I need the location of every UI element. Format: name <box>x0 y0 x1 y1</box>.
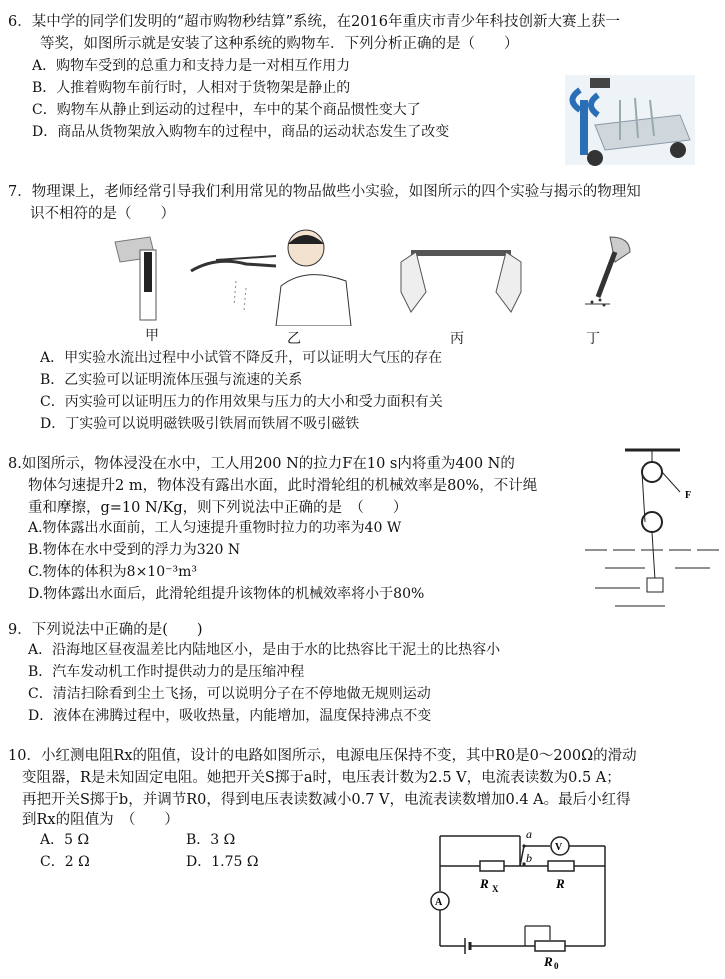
boy-blowing-figure <box>186 226 356 326</box>
ammeter-label: A <box>435 897 443 908</box>
switch-a-label: a <box>526 827 532 841</box>
caption-bing: 丙 <box>450 331 464 347</box>
r0-label: R <box>544 954 553 969</box>
q6-option-a: A．购物车受到的总重力和支持力是一对相互作用力 <box>32 58 351 74</box>
q9-option-d: D．液体在沸腾过程中，吸收热量，内能增加，温度保持沸点不变 <box>28 708 432 724</box>
q10-stem-1: 10．小红测电阻Rx的阻值，设计的电路如图所示，电源电压保持不变，其中R0是0～200Ω的滑动 <box>8 748 637 764</box>
q7-stem-1: 7．物理课上，老师经常引导我们利用常见的物品做些小实验，如图所示的四个实验与揭示的物理知 <box>8 184 641 200</box>
q10-stem-2: 变阻器，R是未知固定电阻。她把开关S掷于a时，电压表计数为2.5 V，电流表读数为0.5 A； <box>22 770 621 786</box>
rx-label: R <box>480 876 489 891</box>
q8-stem-3: 重和摩擦，g=10 N/Kg，则下列说法中正确的是 （ ） <box>28 500 408 516</box>
q8-option-a: A.物体露出水面前，工人匀速提升重物时拉力的功率为40 W <box>28 520 402 536</box>
magnet-filings-figure <box>570 232 640 317</box>
q8-stem-1: 8.如图所示，物体浸没在水中，工人用200 N的拉力F在10 s内将重为400 N的 <box>8 456 515 472</box>
test-tube-figure <box>110 232 170 322</box>
switch-b-label: b <box>526 851 532 865</box>
q7-option-b: B．乙实验可以证明流体压强与流速的关系 <box>40 372 303 388</box>
q7-option-a: A．甲实验水流出过程中小试管不降反升，可以证明大气压的存在 <box>40 350 443 366</box>
q9-stem: 9．下列说法中正确的是( ) <box>8 622 203 638</box>
q7-stem-2: 识不相符的是（ ） <box>30 206 175 222</box>
q7-option-d: D．丁实验可以说明磁铁吸引铁屑而铁屑不吸引磁铁 <box>40 416 360 432</box>
q8-option-d: D.物体露出水面后，此滑轮组提升该物体的机械效率将小于80% <box>28 586 425 602</box>
q7-option-c: C．丙实验可以证明压力的作用效果与压力的大小和受力面积有关 <box>40 394 443 410</box>
q10-option-c: C．2 Ω <box>40 854 90 870</box>
circuit-diagram <box>420 826 625 971</box>
caption-ding: 丁 <box>586 331 600 347</box>
q10-stem-3: 再把开关S掷于b，并调节R0，得到电压表读数减小0.7 V，电流表读数增加0.4 A。最后小红得 <box>22 792 631 808</box>
q9-option-c: C．清洁扫除看到尘土飞扬，可以说明分子在不停地做无规则运动 <box>28 686 431 702</box>
q10-option-d: D．1.75 Ω <box>186 854 259 870</box>
q8-stem-2: 物体匀速提升2 m，物体没有露出水面，此时滑轮组的机械效率是80%，不计绳 <box>28 478 538 494</box>
rx-subscript: X <box>492 884 499 894</box>
r-label: R <box>556 876 565 891</box>
q6-stem-1: 6．某中学的同学们发明的“超市购物秒结算”系统，在2016年重庆市青少年科技创新大赛上获一 <box>8 14 620 30</box>
q6-stem-2: 等奖，如图所示就是安装了这种系统的购物车．下列分析正确的是（ ） <box>40 36 519 52</box>
shopping-cart-figure <box>560 70 700 170</box>
caption-jia: 甲 <box>145 328 159 344</box>
q8-option-c: C.物体的体积为8×10⁻³m³ <box>28 564 198 580</box>
q6-option-b: B．人推着购物车前行时，人相对于货物架是静止的 <box>32 80 351 96</box>
q6-option-c: C．购物车从静止到运动的过程中，车中的某个商品惯性变大了 <box>32 102 421 118</box>
q9-option-b: B．汽车发动机工作时提供动力的是压缩冲程 <box>28 664 305 680</box>
q10-stem-4: 到Rx的阻值为 （ ） <box>22 812 179 828</box>
q10-option-b: B．3 Ω <box>186 832 236 848</box>
q6-option-d: D．商品从货物架放入购物车的过程中，商品的运动状态发生了改变 <box>32 124 450 140</box>
q9-option-a: A．沿海地区昼夜温差比内陆地区小，是由于水的比热容比干泥土的比热容小 <box>28 642 501 658</box>
force-label: F <box>685 490 692 501</box>
q10-option-a: A．5 Ω <box>40 832 90 848</box>
r0-subscript: 0 <box>554 961 559 971</box>
caption-yi: 乙 <box>287 331 301 347</box>
pulley-figure <box>585 440 720 612</box>
voltmeter-label: V <box>555 842 563 853</box>
q8-option-b: B.物体在水中受到的浮力为320 N <box>28 542 241 558</box>
pencil-fingers-figure <box>396 232 526 317</box>
